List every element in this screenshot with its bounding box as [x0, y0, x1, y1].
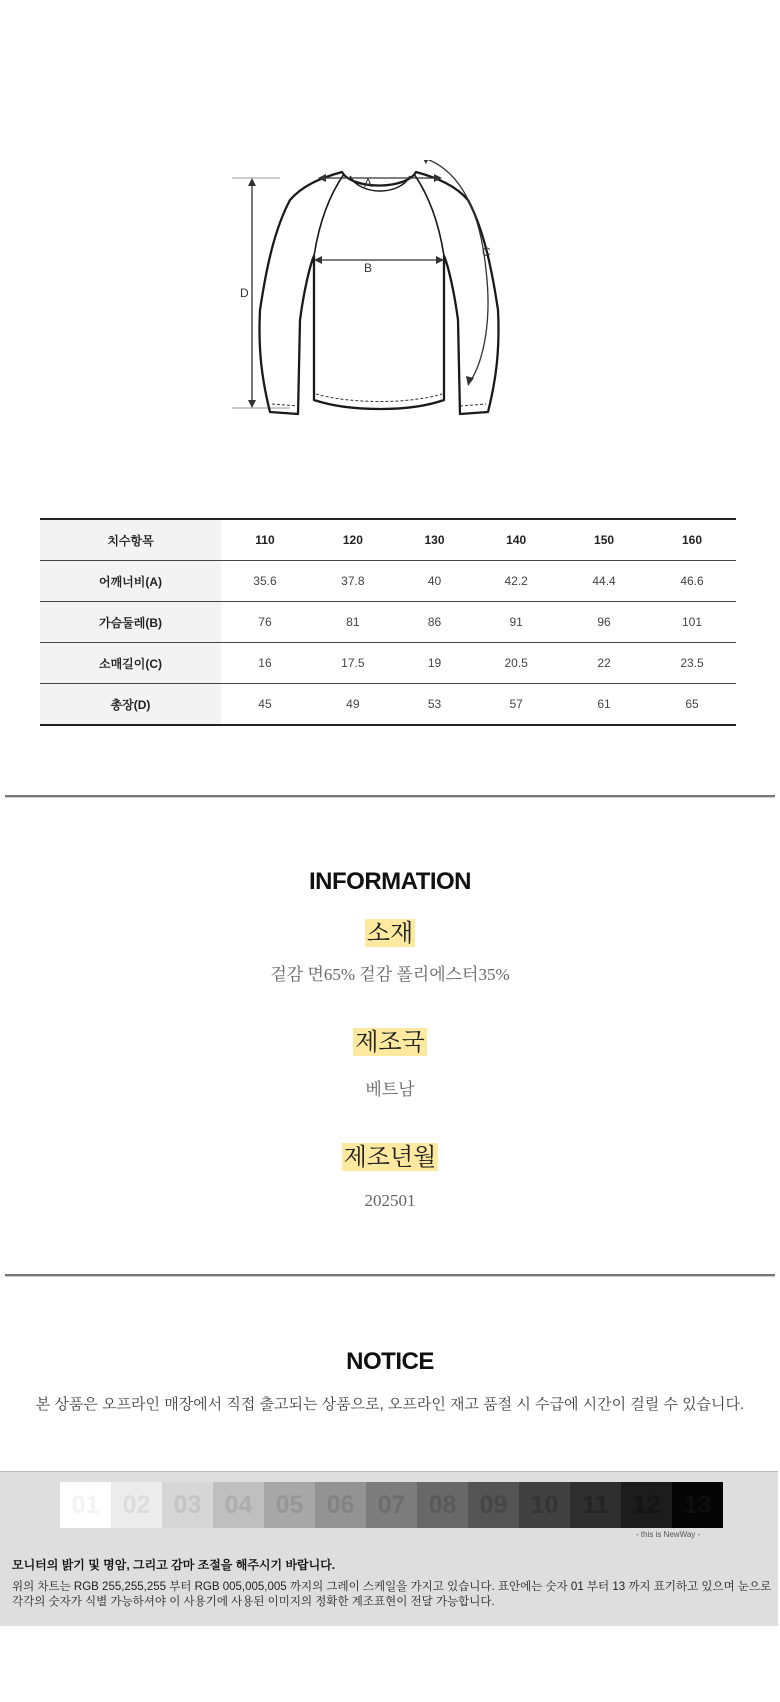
date-label-wrap	[0, 1137, 780, 1172]
newway-credit: - this is NewWay -	[636, 1530, 701, 1539]
table-cell: 81	[309, 602, 397, 643]
table-cell: 35.6	[221, 561, 309, 602]
table-cell: 57	[509, 697, 523, 711]
table-cell: 16	[221, 643, 309, 684]
table-cell: 49	[346, 697, 360, 711]
table-cell: 23.5	[648, 643, 736, 684]
table-row	[40, 643, 736, 684]
notice-text: 본 상품은 오프라인 매장에서 직접 출고되는 상품으로, 오프라인 재고 품절 시 수급에 시간이 걸릴 수 있습니다.	[35, 1396, 745, 1413]
size-140: 140	[472, 519, 560, 561]
gray-swatch: 09	[468, 1482, 519, 1528]
gray-swatch: 11	[570, 1482, 621, 1528]
size-110: 110	[221, 519, 309, 561]
gray-swatch: 08	[417, 1482, 468, 1528]
date-value: 202501	[364, 1191, 416, 1210]
material-label-wrap	[0, 913, 780, 948]
table-cell: 61	[597, 697, 611, 711]
table-cell: 101	[648, 602, 736, 643]
table-header-row	[40, 519, 736, 561]
material-value: 겉감 면65% 겉감 폴리에스터35%	[270, 965, 510, 984]
gray-swatch: 04	[213, 1482, 264, 1528]
gray-swatch: 10	[519, 1482, 570, 1528]
gray-scale-swatches	[60, 1482, 723, 1528]
gray-swatch: 07	[366, 1482, 417, 1528]
notice-title: NOTICE	[346, 1348, 434, 1375]
origin-label: 제조국	[355, 1028, 425, 1056]
table-cell: 86	[397, 602, 472, 643]
table-cell: 46.6	[648, 561, 736, 602]
row-label: 총장(D)	[40, 684, 221, 726]
table-cell: 42.2	[472, 561, 560, 602]
gray-swatch: 13	[672, 1482, 723, 1528]
label-b: B	[364, 261, 373, 275]
row-label: 가슴둘레(B)	[40, 602, 221, 643]
table-row	[40, 602, 736, 643]
gray-swatch: 06	[315, 1482, 366, 1528]
size-130: 130	[397, 519, 472, 561]
table-cell: 22	[560, 643, 648, 684]
origin-label-wrap	[0, 1022, 780, 1057]
table-cell: 96	[560, 602, 648, 643]
material-label: 소재	[366, 919, 414, 947]
table-cell: 37.8	[309, 561, 397, 602]
gray-swatch: 02	[111, 1482, 162, 1528]
table-row	[40, 684, 736, 726]
information-title: INFORMATION	[308, 868, 472, 895]
label-a: A	[364, 176, 373, 190]
table-row	[40, 561, 736, 602]
section-divider	[5, 1274, 775, 1277]
table-header-label: 치수항목	[40, 519, 221, 561]
size-table	[40, 518, 736, 726]
size-160: 160	[648, 519, 736, 561]
label-d: D	[240, 286, 249, 300]
gray-chart-heading: 모니터의 밝기 및 명암, 그리고 감마 조절을 해주시기 바랍니다.	[12, 1558, 336, 1572]
origin-value: 베트남	[365, 1080, 415, 1099]
label-c: C	[482, 245, 491, 259]
gray-swatch: 03	[162, 1482, 213, 1528]
garment-measurement-diagram	[230, 160, 540, 430]
table-cell: 44.4	[560, 561, 648, 602]
table-cell: 65	[685, 697, 699, 711]
gray-swatch: 12	[621, 1482, 672, 1528]
table-cell: 76	[221, 602, 309, 643]
row-label: 소매길이(C)	[40, 643, 221, 684]
row-label: 어깨너비(A)	[40, 561, 221, 602]
table-cell: 17.5	[309, 643, 397, 684]
section-divider	[5, 795, 775, 798]
table-cell: 91	[472, 602, 560, 643]
size-120: 120	[309, 519, 397, 561]
table-cell: 45	[258, 697, 272, 711]
table-cell: 53	[427, 697, 442, 711]
date-label: 제조년월	[343, 1143, 437, 1171]
table-cell: 20.5	[472, 643, 560, 684]
table-cell: 19	[397, 643, 472, 684]
gray-swatch: 05	[264, 1482, 315, 1528]
size-150: 150	[560, 519, 648, 561]
gray-swatch: 01	[60, 1482, 111, 1528]
table-cell: 40	[397, 561, 472, 602]
gray-chart-description: 위의 차트는 RGB 255,255,255 부터 RGB 005,005,005 까지의 그레이 스케일을 가지고 있습니다. 표안에는 숫자 01 부터 13 까지 표기하고 있으며 눈으로 각각의 숫자가 식별 가능하셔야 이 사용기에 사용된 이미지의 정확한 계조표현이 전달 가능합니다.	[12, 1581, 772, 1608]
